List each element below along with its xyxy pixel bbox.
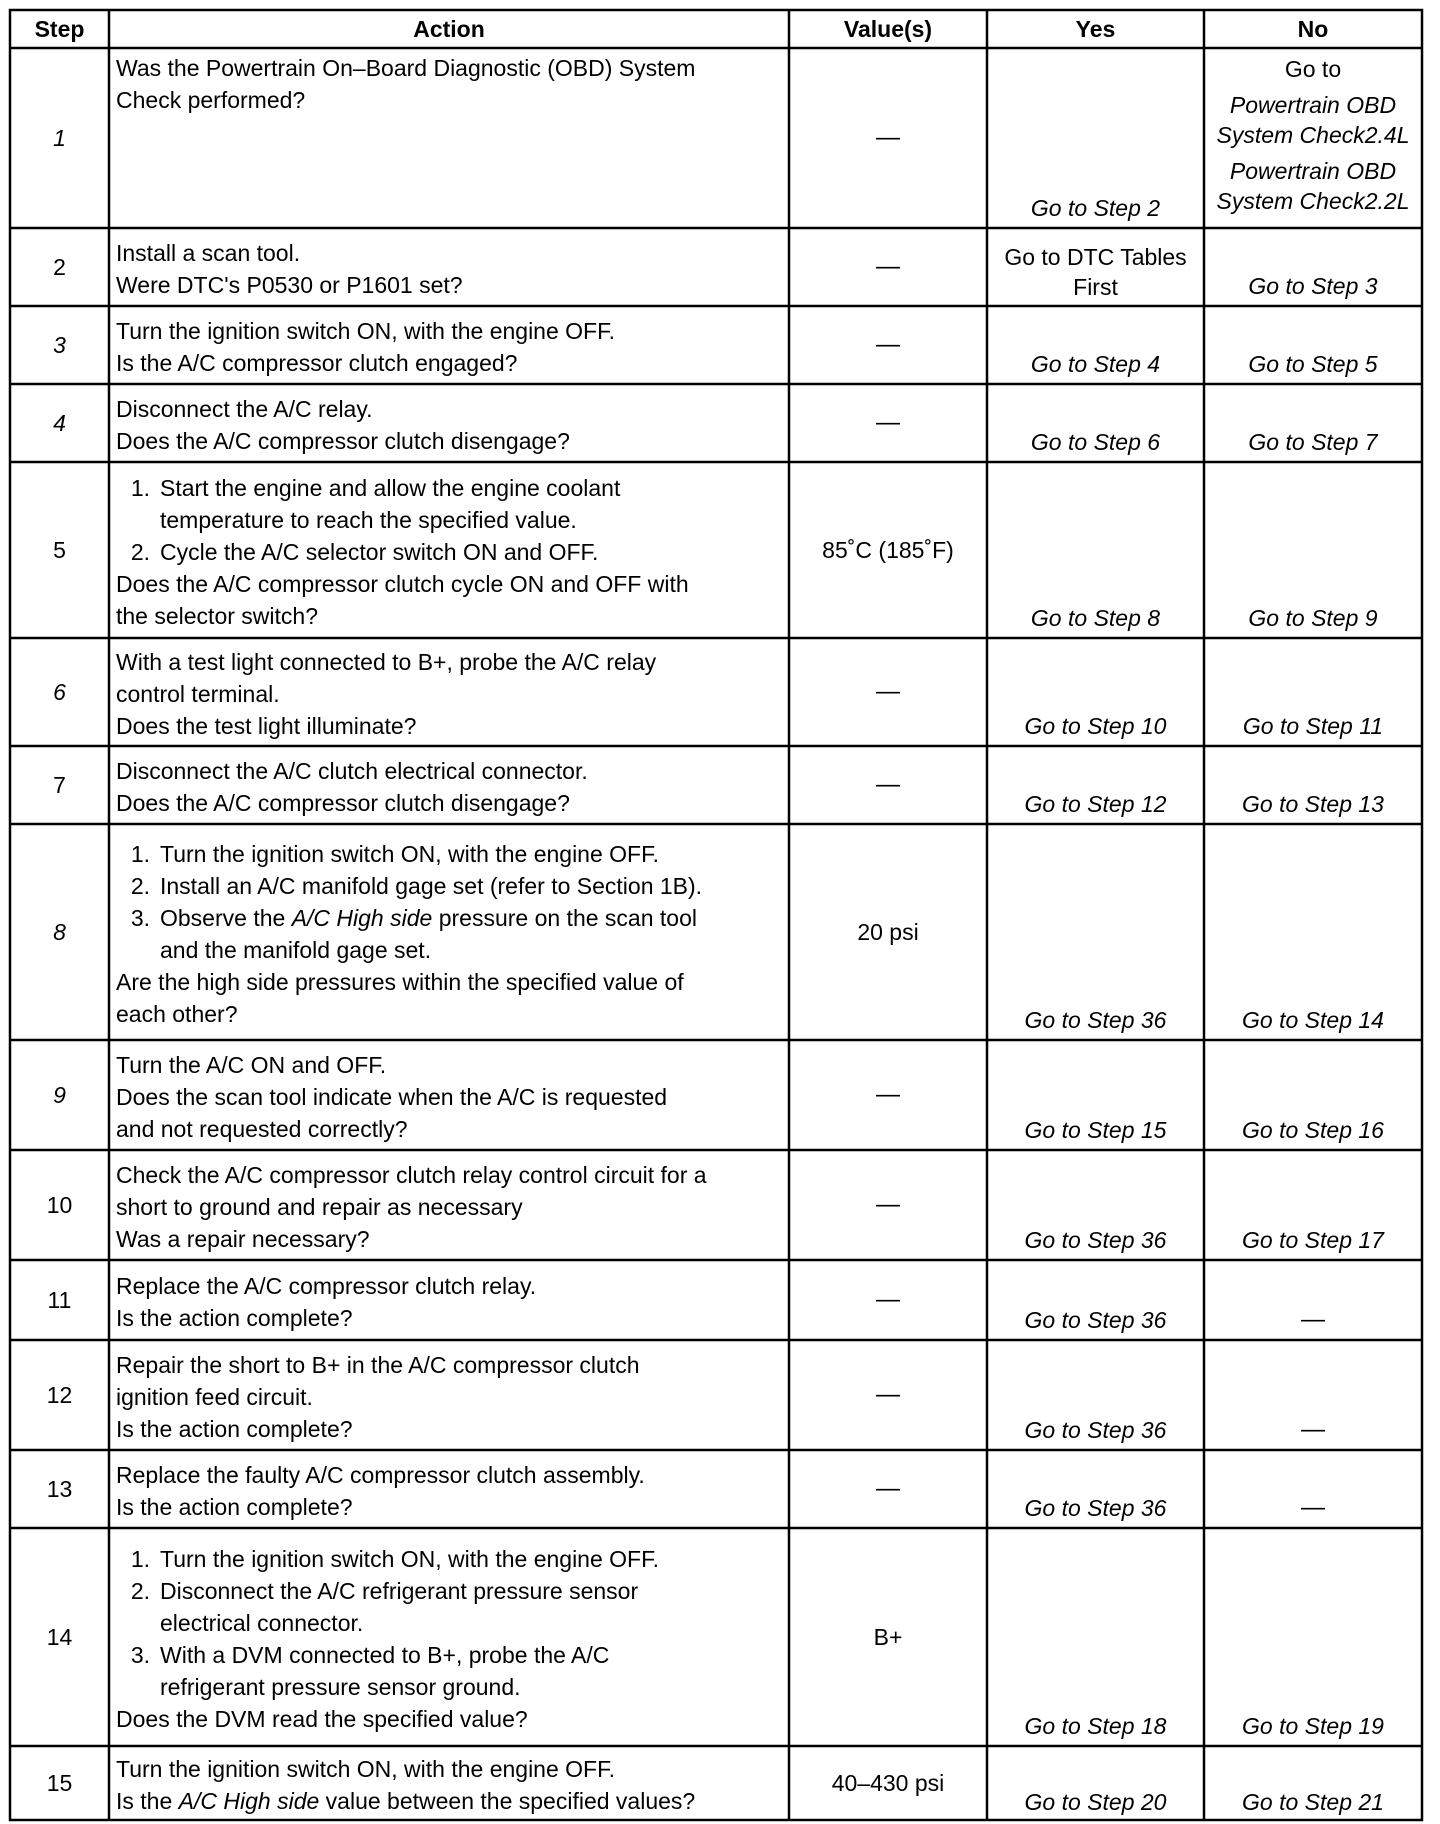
no-result: — bbox=[1301, 1306, 1325, 1333]
action-text: Turn the ignition switch ON, with the engine OFF. Is the A/C High side value between the specified values? bbox=[116, 1756, 696, 1814]
action-text: Replace the A/C compressor clutch relay. Is the action complete? bbox=[116, 1273, 537, 1331]
no-result: Go to Step 7 bbox=[1248, 429, 1378, 455]
value: 20 psi bbox=[857, 919, 919, 945]
action-text: Check the A/C compressor clutch relay control circuit for a short to ground and repair as necessary Was a repair necessary? bbox=[116, 1162, 707, 1252]
yes-result: Go to Step 10 bbox=[1024, 713, 1167, 739]
yes-result: Go to Step 2 bbox=[1030, 195, 1161, 221]
value: — bbox=[876, 1381, 900, 1408]
step-number: 14 bbox=[46, 1624, 73, 1650]
no-result: Go to Step 5 bbox=[1248, 351, 1378, 377]
yes-result: Go to Step 12 bbox=[1024, 791, 1167, 817]
no-result: Go to Powertrain OBD System Check2.4L Powertrain OBD System Check2.2L bbox=[1216, 56, 1410, 214]
action-text: Turn the A/C ON and OFF. Does the scan tool indicate when the A/C is requested and not requested correctly? bbox=[116, 1052, 668, 1142]
yes-result: Go to Step 36 bbox=[1024, 1417, 1167, 1443]
step-number: 8 bbox=[53, 919, 66, 945]
no-result: Go to Step 13 bbox=[1242, 791, 1384, 817]
yes-result: Go to Step 20 bbox=[1024, 1789, 1167, 1815]
step-number: 5 bbox=[53, 537, 66, 563]
action-text: Replace the faulty A/C compressor clutch assembly. Is the action complete? bbox=[116, 1462, 645, 1520]
step-number: 9 bbox=[53, 1082, 66, 1108]
no-result: — bbox=[1301, 1416, 1325, 1443]
step-number: 3 bbox=[53, 332, 66, 358]
header-step: Step bbox=[34, 16, 85, 42]
no-result: Go to Step 17 bbox=[1242, 1227, 1384, 1253]
header-values: Value(s) bbox=[843, 16, 933, 42]
step-number: 4 bbox=[53, 410, 66, 436]
action-text: Disconnect the A/C relay. Does the A/C compressor clutch disengage? bbox=[116, 396, 570, 454]
yes-result: Go to Step 36 bbox=[1024, 1007, 1167, 1033]
no-result: Go to Step 3 bbox=[1248, 273, 1378, 299]
value: — bbox=[876, 1475, 900, 1502]
value: — bbox=[876, 331, 900, 358]
value: B+ bbox=[873, 1624, 903, 1650]
yes-result: Go to Step 15 bbox=[1024, 1117, 1167, 1143]
no-result: Go to Step 14 bbox=[1242, 1007, 1384, 1033]
action-text: Disconnect the A/C clutch electrical connector. Does the A/C compressor clutch disengage? bbox=[116, 758, 588, 816]
no-result: Go to Step 16 bbox=[1242, 1117, 1384, 1143]
step-number: 6 bbox=[53, 679, 66, 705]
value: — bbox=[876, 771, 900, 798]
yes-result: Go to Step 36 bbox=[1024, 1227, 1167, 1253]
no-result: Go to Step 9 bbox=[1248, 605, 1378, 631]
step-number: 2 bbox=[53, 254, 66, 280]
value: — bbox=[876, 253, 900, 280]
no-result: — bbox=[1301, 1494, 1325, 1521]
action-text: With a test light connected to B+, probe the A/C relay control terminal. Does the test light illuminate? bbox=[116, 649, 657, 739]
header-action: Action bbox=[413, 16, 485, 42]
yes-result: Go to Step 8 bbox=[1030, 605, 1161, 631]
no-result: Go to Step 21 bbox=[1242, 1789, 1384, 1815]
header-yes: Yes bbox=[1075, 16, 1116, 42]
value: — bbox=[876, 1191, 900, 1218]
action-text: 1. Turn the ignition switch ON, with the engine OFF. 2. Install an A/C manifold gage set (refer to Section 1B). 3. Observe the A/C High side pressure on the scan tool and the manifold gage set. Are the high side pressures within the specified value of each other? bbox=[116, 841, 703, 1027]
yes-result: Go to DTC Tables First bbox=[1004, 244, 1187, 300]
value: — bbox=[876, 1081, 900, 1108]
step-number: 1 bbox=[53, 125, 66, 151]
action-text: Repair the short to B+ in the A/C compressor clutch ignition feed circuit. Is the action complete? bbox=[116, 1352, 640, 1442]
yes-result: Go to Step 18 bbox=[1024, 1713, 1167, 1739]
step-number: 15 bbox=[46, 1770, 73, 1796]
action-text: 1. Start the engine and allow the engine coolant temperature to reach the specified value. 2. Cycle the A/C selector switch ON and OFF. Does the A/C compressor clutch cycle ON and OFF with the selector switch? bbox=[116, 475, 689, 629]
step-number: 12 bbox=[46, 1382, 73, 1408]
header-no: No bbox=[1297, 16, 1329, 42]
yes-result: Go to Step 4 bbox=[1030, 351, 1161, 377]
action-text: Turn the ignition switch ON, with the engine OFF. Is the A/C compressor clutch engaged? bbox=[116, 318, 615, 376]
step-number: 7 bbox=[53, 772, 66, 798]
action-text: Install a scan tool. Were DTC's P0530 or P1601 set? bbox=[116, 240, 463, 298]
no-result: Go to Step 11 bbox=[1242, 713, 1384, 739]
value: — bbox=[876, 124, 900, 151]
action-text: 1. Turn the ignition switch ON, with the engine OFF. 2. Disconnect the A/C refrigerant pressure sensor electrical connector. 3. With a DVM connected to B+, probe the A/C refrigerant pressure sensor ground. Does the DVM read the specified value? bbox=[116, 1546, 659, 1732]
step-number: 11 bbox=[47, 1287, 72, 1313]
value: — bbox=[876, 1286, 900, 1313]
value: 40–430 psi bbox=[831, 1770, 945, 1796]
no-result: Go to Step 19 bbox=[1242, 1713, 1384, 1739]
step-number: 10 bbox=[46, 1192, 73, 1218]
value: — bbox=[876, 678, 900, 705]
action-text: Was the Powertrain On–Board Diagnostic (OBD) System Check performed? bbox=[116, 55, 696, 113]
yes-result: Go to Step 36 bbox=[1024, 1307, 1167, 1333]
value: 85˚C (185˚F) bbox=[822, 537, 954, 563]
value: — bbox=[876, 409, 900, 436]
step-number: 13 bbox=[46, 1476, 73, 1502]
yes-result: Go to Step 6 bbox=[1030, 429, 1161, 455]
yes-result: Go to Step 36 bbox=[1024, 1495, 1167, 1521]
